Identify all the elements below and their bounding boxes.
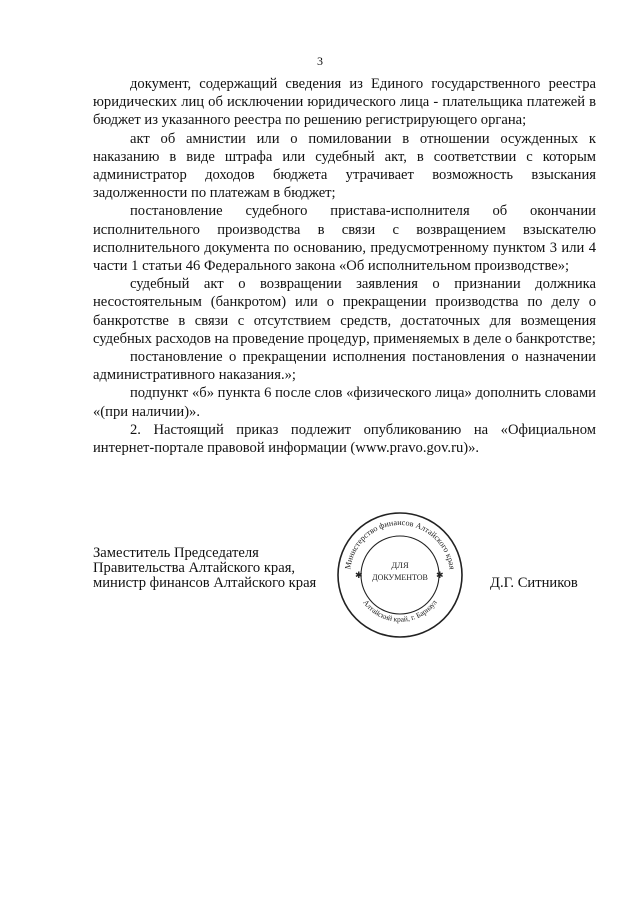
- page-number: 3: [317, 54, 323, 68]
- seal-star-right: ✱: [436, 570, 444, 580]
- signatory-position: [93, 546, 316, 591]
- position-line-2: Правительства Алтайского края,: [93, 560, 296, 576]
- paragraph-amnesty-act: акт об амнистии или о помиловании в отношении осужденных к наказанию в виде штрафа или судебный акт, в соответствии с которым администратор доходов бюджета утрачивает возможность взыскания задолженности по платежам в бюджет;: [93, 130, 596, 202]
- document-body: [93, 75, 596, 457]
- seal-outer-text: Министерство финансов Алтайского края: [343, 517, 457, 571]
- position-line-1: Заместитель Председателя: [93, 545, 259, 561]
- paragraph-bailiff-resolution: постановление судебного пристава-исполнителя об окончании исполнительного производства в связи с возвращением взыскателю исполнительного документа по основанию, предусмотренному пунктом 3 или 4 части 1 статьи 46 Федерального закона «Об исполнительном производстве»;: [93, 203, 596, 275]
- signer-name: Д.Г. Ситников: [490, 575, 578, 591]
- seal-star-left: ✱: [355, 570, 363, 580]
- seal-city-text: Алтайский край, г. Барнаул: [361, 597, 439, 624]
- seal-center-line-2: ДОКУМЕНТОВ: [372, 573, 428, 582]
- seal-center-line-1: ДЛЯ: [391, 560, 409, 570]
- paragraph-bankruptcy-act: судебный акт о возвращении заявления о признании должника несостоятельным (банкротом) или о прекращении производства по делу о банкротстве в связи с отсутствием средств, достаточных для возмещения судебных расходов на проведение процедур, применяемых в деле о банкротстве;: [93, 276, 596, 347]
- paragraph-publication-clause: 2. Настоящий приказ подлежит опубликованию на «Официальном интернет-портале правовой информации (www.pravo.gov.ru)».: [93, 421, 596, 457]
- position-line-3: министр финансов Алтайского края: [93, 575, 317, 591]
- official-seal: [335, 510, 465, 640]
- paragraph-subitem-amendment: подпункт «б» пункта 6 после слов «физического лица» дополнить словами «(при наличии)».: [93, 385, 596, 420]
- paragraph-termination-resolution: постановление о прекращении исполнения постановления о назначении административного наказания.»;: [93, 349, 596, 384]
- paragraph-registry-exclusion: документ, содержащий сведения из Единого государственного реестра юридических лиц об исключении юридического лица - плательщика платежей в бюджет из указанного реестра по решению регистрирующего органа;: [93, 76, 596, 129]
